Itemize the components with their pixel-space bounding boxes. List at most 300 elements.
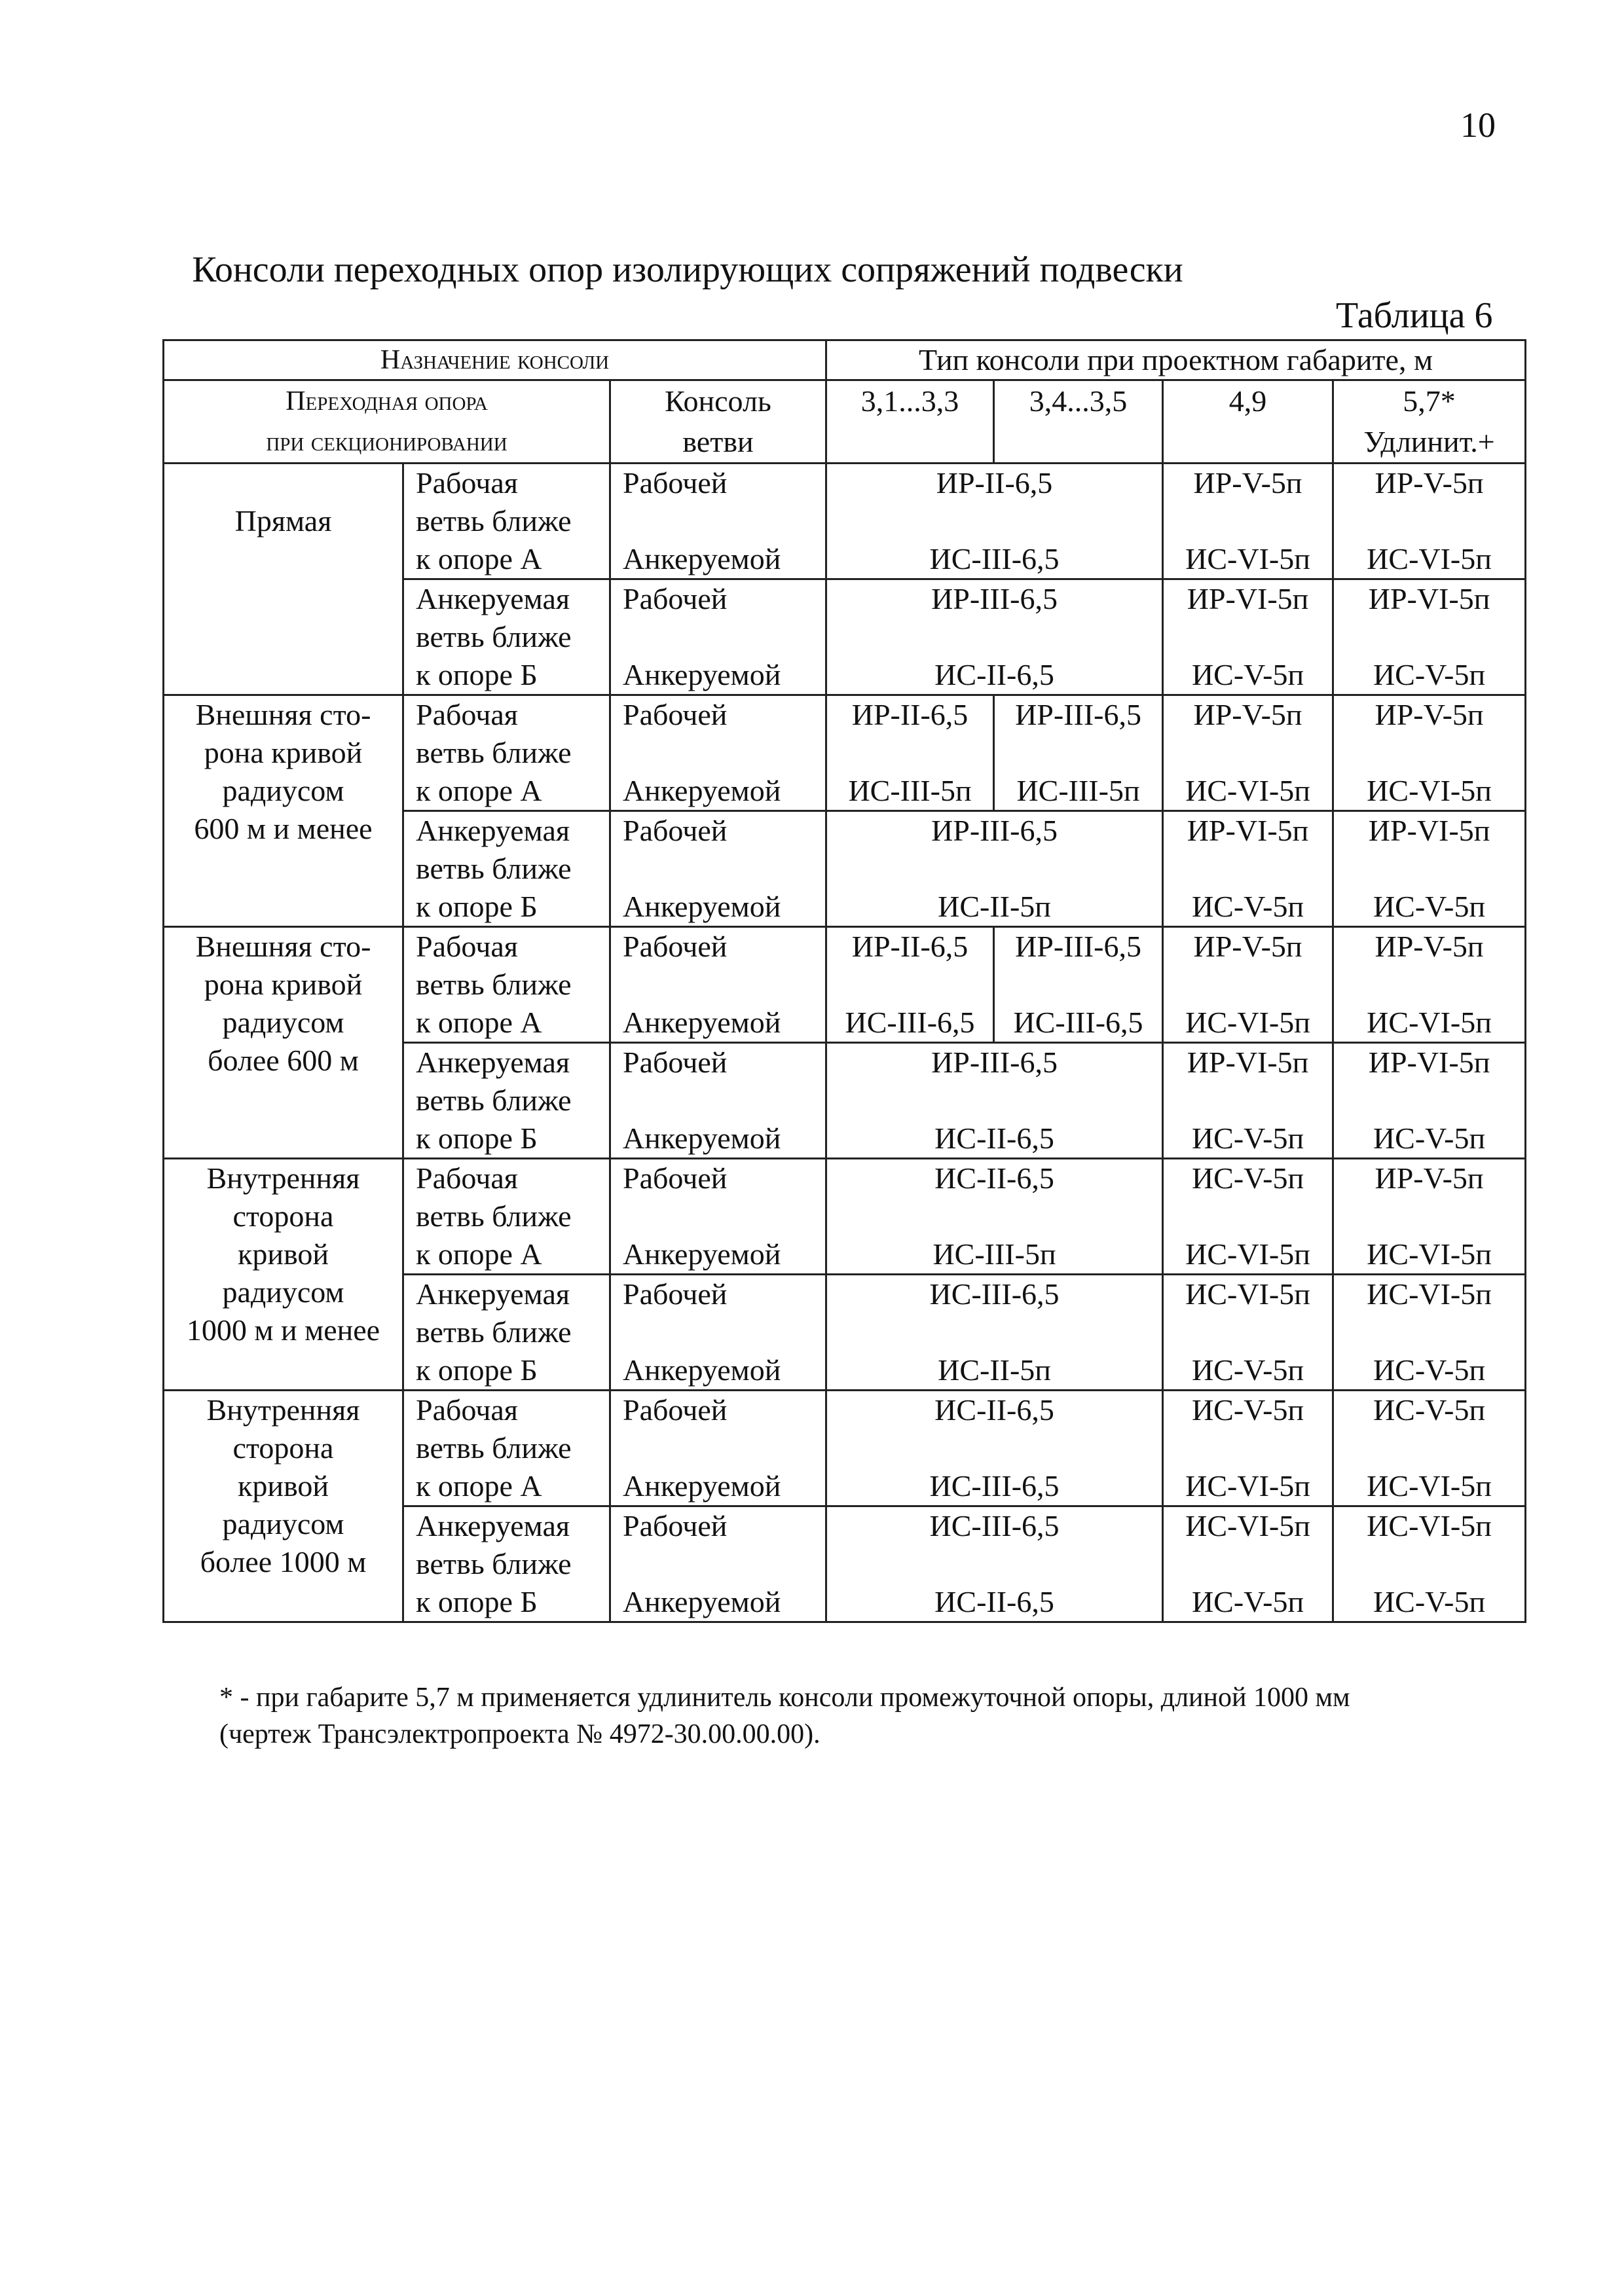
console-branch	[610, 1159, 826, 1275]
console-branch	[610, 1043, 826, 1159]
branch-description-line: к опоре А	[416, 774, 542, 807]
group-label-cell	[164, 927, 403, 1159]
console-branch-mid	[623, 1545, 825, 1583]
type-gauge-1	[826, 927, 994, 1043]
type-gauge-3-mid	[1164, 1545, 1332, 1583]
type-gauge-1-2-bottom: ИС-III-5п	[932, 1237, 1056, 1271]
type-gauge-1-2-bottom: ИС-II-6,5	[934, 1121, 1054, 1155]
console-branch	[610, 579, 826, 695]
type-gauge-1-2-mid	[827, 1197, 1162, 1235]
type-gauge-4	[1333, 464, 1526, 579]
branch-description-line: Анкеруемая	[416, 1509, 570, 1542]
footnote-line-2: (чертеж Трансэлектропроекта № 4972-30.00.00.00).	[219, 1719, 821, 1749]
console-branch-top: Рабочей	[623, 582, 728, 615]
type-gauge-1-2	[826, 579, 1163, 695]
type-gauge-1-bottom: ИС-III-6,5	[845, 1006, 975, 1039]
type-gauge-3	[1163, 1391, 1333, 1506]
branch-description-line: ветвь ближе	[416, 1431, 572, 1465]
type-gauge-3-top: ИР-VI-5п	[1187, 814, 1309, 847]
branch-description-line: Рабочая	[416, 1393, 518, 1427]
console-branch-stack	[623, 812, 825, 926]
type-gauge-1-2	[826, 1391, 1163, 1506]
type-gauge-1-2-stack	[827, 1275, 1162, 1389]
type-gauge-4-stack	[1334, 928, 1524, 1042]
header-gauge-4-note: Удлинит.+	[1363, 425, 1495, 458]
branch-description-line: Рабочая	[416, 698, 518, 731]
console-branch-stack	[623, 1159, 825, 1273]
type-gauge-3-mid	[1164, 734, 1332, 772]
type-gauge-3-bottom: ИС-VI-5п	[1185, 1237, 1310, 1271]
type-gauge-4-top: ИР-V-5п	[1375, 466, 1484, 500]
type-gauge-1-2-stack	[827, 1391, 1162, 1505]
group-label-line: Внутренняя	[206, 1393, 360, 1427]
group-label-cell	[164, 1391, 403, 1622]
branch-description-line: ветвь ближе	[416, 968, 572, 1001]
group-label-line: рона кривой	[204, 736, 363, 769]
group-label-line: более 600 м	[208, 1044, 359, 1077]
branch-description-line: к опоре Б	[416, 1585, 538, 1618]
group-label-cell	[164, 695, 403, 927]
type-gauge-3	[1163, 1275, 1333, 1391]
type-gauge-1-stack	[827, 696, 993, 810]
type-gauge-4	[1333, 695, 1526, 811]
branch-description	[403, 927, 610, 1043]
type-gauge-4-bottom: ИС-VI-5п	[1367, 1237, 1492, 1271]
console-branch-top: Рабочей	[623, 814, 728, 847]
type-gauge-3-mid	[1164, 1313, 1332, 1351]
type-gauge-4-stack	[1334, 1044, 1524, 1157]
console-branch-stack	[623, 464, 825, 578]
table-row	[164, 695, 1526, 811]
type-gauge-3-mid	[1164, 618, 1332, 656]
console-branch-bottom: Анкеруемой	[623, 1469, 781, 1503]
branch-description-line: к опоре А	[416, 1237, 542, 1271]
console-branch-top: Рабочей	[623, 1393, 728, 1427]
type-gauge-3	[1163, 695, 1333, 811]
branch-description	[403, 1159, 610, 1275]
group-label-line: радиусом	[222, 1275, 344, 1309]
header-support	[164, 380, 610, 464]
console-branch-mid	[623, 1429, 825, 1467]
type-gauge-3-stack	[1164, 1159, 1332, 1273]
group-label-line: Внешняя сто-	[195, 698, 371, 731]
type-gauge-4	[1333, 1506, 1526, 1622]
type-gauge-4	[1333, 811, 1526, 927]
table-row	[164, 1159, 1526, 1275]
type-gauge-1-bottom: ИС-III-5п	[848, 774, 972, 807]
group-label-line: кривой	[238, 1469, 329, 1503]
type-gauge-4-mid	[1334, 966, 1524, 1004]
group-label-line: Прямая	[234, 504, 332, 538]
group-label-line: радиусом	[222, 774, 344, 807]
header-gauge-1-text: 3,1...3,3	[860, 384, 959, 418]
branch-description	[403, 1275, 610, 1391]
type-gauge-3-top: ИС-V-5п	[1191, 1393, 1304, 1427]
type-gauge-3-stack	[1164, 928, 1332, 1042]
branch-description-line: Рабочая	[416, 466, 518, 500]
branch-description-line: к опоре А	[416, 1006, 542, 1039]
type-gauge-3-stack	[1164, 1275, 1332, 1389]
type-gauge-1-2-top: ИР-III-6,5	[931, 1046, 1058, 1079]
type-gauge-1-2-bottom: ИС-II-6,5	[934, 658, 1054, 691]
type-gauge-3-stack	[1164, 1044, 1332, 1157]
type-gauge-1-2-bottom: ИС-II-5п	[938, 890, 1051, 923]
type-gauge-3-top: ИС-V-5п	[1191, 1161, 1304, 1195]
type-gauge-2-top: ИР-III-6,5	[1015, 698, 1141, 731]
type-gauge-4-stack	[1334, 812, 1524, 926]
type-gauge-1-2-top: ИР-III-6,5	[931, 582, 1058, 615]
type-gauge-4-stack	[1334, 1275, 1524, 1389]
type-gauge-1-top: ИР-II-6,5	[851, 698, 969, 731]
type-gauge-1-2-stack	[827, 1159, 1162, 1273]
type-gauge-4-top: ИС-VI-5п	[1367, 1509, 1492, 1542]
branch-description-line: Анкеруемая	[416, 582, 570, 615]
type-gauge-4-bottom: ИС-VI-5п	[1367, 1006, 1492, 1039]
type-gauge-1-2	[826, 464, 1163, 579]
console-branch-top: Рабочей	[623, 1046, 728, 1079]
console-branch-top: Рабочей	[623, 1277, 728, 1311]
type-gauge-4-bottom: ИС-VI-5п	[1367, 542, 1492, 575]
type-gauge-4-mid	[1334, 1545, 1524, 1583]
type-gauge-3-stack	[1164, 812, 1332, 926]
header-gauge-3	[1163, 380, 1333, 464]
page-title: Консоли переходных опор изолирующих сопряжений подвески	[192, 249, 1183, 290]
type-gauge-1-2-bottom: ИС-II-6,5	[934, 1585, 1054, 1618]
table-row	[164, 464, 1526, 579]
group-label-line: более 1000 м	[200, 1545, 367, 1578]
group-label-cell	[164, 464, 403, 695]
type-gauge-3-top: ИР-V-5п	[1193, 930, 1302, 963]
branch-description	[403, 464, 610, 579]
type-gauge-3-stack	[1164, 696, 1332, 810]
type-gauge-3	[1163, 811, 1333, 927]
table-label: Таблица 6	[1336, 295, 1493, 336]
console-branch-bottom: Анкеруемой	[623, 774, 781, 807]
type-gauge-1-2-top: ИС-III-6,5	[929, 1277, 1060, 1311]
type-gauge-1-2-top: ИС-II-6,5	[934, 1393, 1054, 1427]
console-branch	[610, 464, 826, 579]
header-console-line1: Консоль	[665, 384, 771, 418]
console-branch-bottom: Анкеруемой	[623, 1353, 781, 1387]
branch-description-line: Анкеруемая	[416, 814, 570, 847]
footnote	[219, 1679, 1496, 1753]
header-gauge-1	[826, 380, 994, 464]
branch-description-line: ветвь ближе	[416, 1315, 572, 1349]
header-console	[610, 380, 826, 464]
type-gauge-3-stack	[1164, 1391, 1332, 1505]
group-label-line: радиусом	[222, 1507, 344, 1540]
type-gauge-1-top: ИР-II-6,5	[851, 930, 969, 963]
header-gauge-2-text: 3,4...3,5	[1029, 384, 1128, 418]
type-gauge-3-stack	[1164, 1507, 1332, 1621]
page-number: 10	[1460, 105, 1496, 145]
type-gauge-4-top: ИС-V-5п	[1373, 1393, 1486, 1427]
branch-description	[403, 811, 610, 927]
console-branch-bottom: Анкеруемой	[623, 1237, 781, 1271]
type-gauge-1-2-bottom: ИС-III-6,5	[929, 542, 1060, 575]
type-gauge-4-mid	[1334, 1313, 1524, 1351]
console-branch-stack	[623, 580, 825, 694]
table-row	[164, 1391, 1526, 1506]
console-branch-mid	[623, 1197, 825, 1235]
type-gauge-4-mid	[1334, 1082, 1524, 1120]
type-gauge-1-mid	[827, 734, 993, 772]
type-gauge-1-stack	[827, 928, 993, 1042]
group-label-line: 1000 м и менее	[186, 1313, 380, 1347]
type-gauge-1-2-stack	[827, 812, 1162, 926]
type-gauge-1-2	[826, 1506, 1163, 1622]
type-gauge-1-2	[826, 1275, 1163, 1391]
branch-description-line: ветвь ближе	[416, 1547, 572, 1580]
type-gauge-4-bottom: ИС-V-5п	[1373, 890, 1486, 923]
type-gauge-1	[826, 695, 994, 811]
branch-description-line: ветвь ближе	[416, 1084, 572, 1117]
type-gauge-2	[994, 927, 1163, 1043]
header-type-span: Тип консоли при проектном габарите, м	[826, 340, 1526, 380]
console-branch-bottom: Анкеруемой	[623, 1006, 781, 1039]
type-gauge-1-2-bottom: ИС-III-6,5	[929, 1469, 1060, 1503]
type-gauge-1-2-top: ИС-III-6,5	[929, 1509, 1060, 1542]
console-branch-mid	[623, 1313, 825, 1351]
console-branch-top: Рабочей	[623, 1509, 728, 1542]
type-gauge-1-2-mid	[827, 618, 1162, 656]
branch-description-line: к опоре Б	[416, 1353, 538, 1387]
branch-description-line: ветвь ближе	[416, 504, 572, 538]
type-gauge-1-2-top: ИР-II-6,5	[936, 466, 1053, 500]
console-branch-top: Рабочей	[623, 930, 728, 963]
type-gauge-4-mid	[1334, 734, 1524, 772]
type-gauge-4-bottom: ИС-V-5п	[1373, 658, 1486, 691]
type-gauge-4-bottom: ИС-VI-5п	[1367, 1469, 1492, 1503]
type-gauge-1-2	[826, 1159, 1163, 1275]
type-gauge-1-2	[826, 1043, 1163, 1159]
header-row-1	[164, 340, 1526, 380]
type-gauge-3-mid	[1164, 966, 1332, 1004]
type-gauge-4-bottom: ИС-V-5п	[1373, 1353, 1486, 1387]
branch-description-line: к опоре Б	[416, 1121, 538, 1155]
group-label-line: радиусом	[222, 1006, 344, 1039]
type-gauge-3-bottom: ИС-V-5п	[1191, 1353, 1304, 1387]
type-gauge-1-2-mid	[827, 1082, 1162, 1120]
header-gauge-4	[1333, 380, 1526, 464]
type-gauge-4-bottom: ИС-V-5п	[1373, 1585, 1486, 1618]
group-label-line: кривой	[238, 1237, 329, 1271]
type-gauge-3-top: ИР-V-5п	[1193, 466, 1302, 500]
group-label-line: рона кривой	[204, 968, 363, 1001]
type-gauge-3	[1163, 927, 1333, 1043]
type-gauge-4-mid	[1334, 850, 1524, 888]
group-label-line: сторона	[232, 1199, 334, 1233]
type-gauge-4-top: ИР-V-5п	[1375, 1161, 1484, 1195]
console-branch-mid	[623, 1082, 825, 1120]
type-gauge-4-top: ИС-VI-5п	[1367, 1277, 1492, 1311]
branch-description-line: Рабочая	[416, 1161, 518, 1195]
branch-description-line: ветвь ближе	[416, 852, 572, 885]
branch-description	[403, 1391, 610, 1506]
console-branch-mid	[623, 734, 825, 772]
type-gauge-4-stack	[1334, 1507, 1524, 1621]
type-gauge-1-2-mid	[827, 502, 1162, 540]
type-gauge-1-2-mid	[827, 1313, 1162, 1351]
type-gauge-3	[1163, 464, 1333, 579]
type-gauge-2-mid	[995, 966, 1162, 1004]
type-gauge-4	[1333, 579, 1526, 695]
type-gauge-4	[1333, 1391, 1526, 1506]
header-purpose: Назначение консоли	[164, 340, 826, 380]
console-branch-bottom: Анкеруемой	[623, 890, 781, 923]
console-branch-stack	[623, 696, 825, 810]
group-label-cell	[164, 1159, 403, 1391]
type-gauge-3-top: ИР-VI-5п	[1187, 1046, 1309, 1079]
type-gauge-1-2-top: ИС-II-6,5	[934, 1161, 1054, 1195]
branch-description	[403, 579, 610, 695]
console-branch-bottom: Анкеруемой	[623, 658, 781, 691]
type-gauge-3-mid	[1164, 502, 1332, 540]
branch-description-line: к опоре А	[416, 542, 542, 575]
console-branch-mid	[623, 850, 825, 888]
branch-description	[403, 695, 610, 811]
type-gauge-3-bottom: ИС-VI-5п	[1185, 1469, 1310, 1503]
type-gauge-4-stack	[1334, 696, 1524, 810]
type-gauge-3-stack	[1164, 464, 1332, 578]
branch-description-line: ветвь ближе	[416, 620, 572, 653]
type-gauge-3-mid	[1164, 850, 1332, 888]
branch-description-line: Анкеруемая	[416, 1277, 570, 1311]
type-gauge-2-top: ИР-III-6,5	[1015, 930, 1141, 963]
type-gauge-3-bottom: ИС-V-5п	[1191, 658, 1304, 691]
type-gauge-4	[1333, 1275, 1526, 1391]
console-branch	[610, 1391, 826, 1506]
console-branch-bottom: Анкеруемой	[623, 542, 781, 575]
header-support-line1: Переходная опора	[286, 386, 488, 416]
type-gauge-3-bottom: ИС-V-5п	[1191, 890, 1304, 923]
console-branch-bottom: Анкеруемой	[623, 1585, 781, 1618]
type-gauge-3-top: ИС-VI-5п	[1185, 1509, 1310, 1542]
console-branch	[610, 1506, 826, 1622]
type-gauge-1-2	[826, 811, 1163, 927]
group-label-line: Внутренняя	[206, 1161, 360, 1195]
type-gauge-1-2-bottom: ИС-II-5п	[938, 1353, 1051, 1387]
group-label-line: Внешняя сто-	[195, 930, 371, 963]
type-gauge-3-bottom: ИС-V-5п	[1191, 1121, 1304, 1155]
type-gauge-4-top: ИР-V-5п	[1375, 698, 1484, 731]
console-branch-top: Рабочей	[623, 1161, 728, 1195]
type-gauge-1-2-stack	[827, 1044, 1162, 1157]
type-gauge-3-bottom: ИС-VI-5п	[1185, 1006, 1310, 1039]
type-gauge-4-stack	[1334, 464, 1524, 578]
branch-description-line: к опоре Б	[416, 658, 538, 691]
console-branch	[610, 1275, 826, 1391]
console-branch	[610, 695, 826, 811]
table-row	[164, 927, 1526, 1043]
header-support-line2: при секционировании	[266, 427, 507, 457]
console-branch-top: Рабочей	[623, 698, 728, 731]
console-branch-top: Рабочей	[623, 466, 728, 500]
console-table	[162, 339, 1526, 1623]
type-gauge-1-2-mid	[827, 850, 1162, 888]
console-branch-mid	[623, 618, 825, 656]
console-branch-stack	[623, 928, 825, 1042]
type-gauge-1-mid	[827, 966, 993, 1004]
footnote-line-1: * - при габарите 5,7 м применяется удлинитель консоли промежуточной опоры, длиной 1000 мм	[219, 1683, 1350, 1713]
type-gauge-4-mid	[1334, 618, 1524, 656]
group-label-line: сторона	[232, 1431, 334, 1465]
branch-description-line: ветвь ближе	[416, 1199, 572, 1233]
type-gauge-3-bottom: ИС-VI-5п	[1185, 774, 1310, 807]
type-gauge-4-stack	[1334, 1391, 1524, 1505]
branch-description-line: к опоре Б	[416, 890, 538, 923]
type-gauge-1-2-top: ИР-III-6,5	[931, 814, 1058, 847]
group-label-line: 600 м и менее	[194, 812, 373, 845]
header-console-line2: ветви	[682, 425, 754, 458]
type-gauge-1-2-mid	[827, 1545, 1162, 1583]
type-gauge-2-stack	[995, 928, 1162, 1042]
console-branch	[610, 927, 826, 1043]
type-gauge-3-stack	[1164, 580, 1332, 694]
type-gauge-3-bottom: ИС-V-5п	[1191, 1585, 1304, 1618]
type-gauge-4	[1333, 927, 1526, 1043]
branch-description	[403, 1506, 610, 1622]
type-gauge-4-top: ИР-VI-5п	[1368, 1046, 1490, 1079]
branch-description	[403, 1043, 610, 1159]
console-branch-stack	[623, 1391, 825, 1505]
type-gauge-2-bottom: ИС-III-6,5	[1013, 1006, 1143, 1039]
console-branch-stack	[623, 1275, 825, 1389]
group-label-line	[164, 464, 402, 502]
header-gauge-4-text: 5,7*	[1403, 384, 1456, 418]
type-gauge-1-2-stack	[827, 580, 1162, 694]
console-branch-stack	[623, 1044, 825, 1157]
console-branch	[610, 811, 826, 927]
type-gauge-4	[1333, 1043, 1526, 1159]
type-gauge-4-mid	[1334, 502, 1524, 540]
type-gauge-2-mid	[995, 734, 1162, 772]
type-gauge-3-mid	[1164, 1429, 1332, 1467]
branch-description-line: Рабочая	[416, 930, 518, 963]
header-gauge-3-text: 4,9	[1228, 384, 1267, 418]
console-branch-mid	[623, 502, 825, 540]
branch-description-line: ветвь ближе	[416, 736, 572, 769]
type-gauge-4	[1333, 1159, 1526, 1275]
type-gauge-3	[1163, 1506, 1333, 1622]
type-gauge-3-top: ИР-VI-5п	[1187, 582, 1309, 615]
type-gauge-1-2-mid	[827, 1429, 1162, 1467]
type-gauge-2-stack	[995, 696, 1162, 810]
type-gauge-4-mid	[1334, 1197, 1524, 1235]
type-gauge-4-top: ИР-VI-5п	[1368, 582, 1490, 615]
type-gauge-3-top: ИР-V-5п	[1193, 698, 1302, 731]
type-gauge-2-bottom: ИС-III-5п	[1016, 774, 1140, 807]
type-gauge-4-bottom: ИС-VI-5п	[1367, 774, 1492, 807]
type-gauge-4-stack	[1334, 580, 1524, 694]
type-gauge-3-top: ИС-VI-5п	[1185, 1277, 1310, 1311]
branch-description-line: к опоре А	[416, 1469, 542, 1503]
console-branch-mid	[623, 966, 825, 1004]
type-gauge-4-bottom: ИС-V-5п	[1373, 1121, 1486, 1155]
branch-description-line: Анкеруемая	[416, 1046, 570, 1079]
type-gauge-3-mid	[1164, 1197, 1332, 1235]
type-gauge-3	[1163, 1159, 1333, 1275]
type-gauge-3	[1163, 1043, 1333, 1159]
type-gauge-4-top: ИР-VI-5п	[1368, 814, 1490, 847]
type-gauge-1-2-stack	[827, 464, 1162, 578]
group-label-line	[164, 540, 402, 578]
type-gauge-2	[994, 695, 1163, 811]
header-row-2	[164, 380, 1526, 464]
header-gauge-2	[994, 380, 1163, 464]
type-gauge-3	[1163, 579, 1333, 695]
type-gauge-4-top: ИР-V-5п	[1375, 930, 1484, 963]
